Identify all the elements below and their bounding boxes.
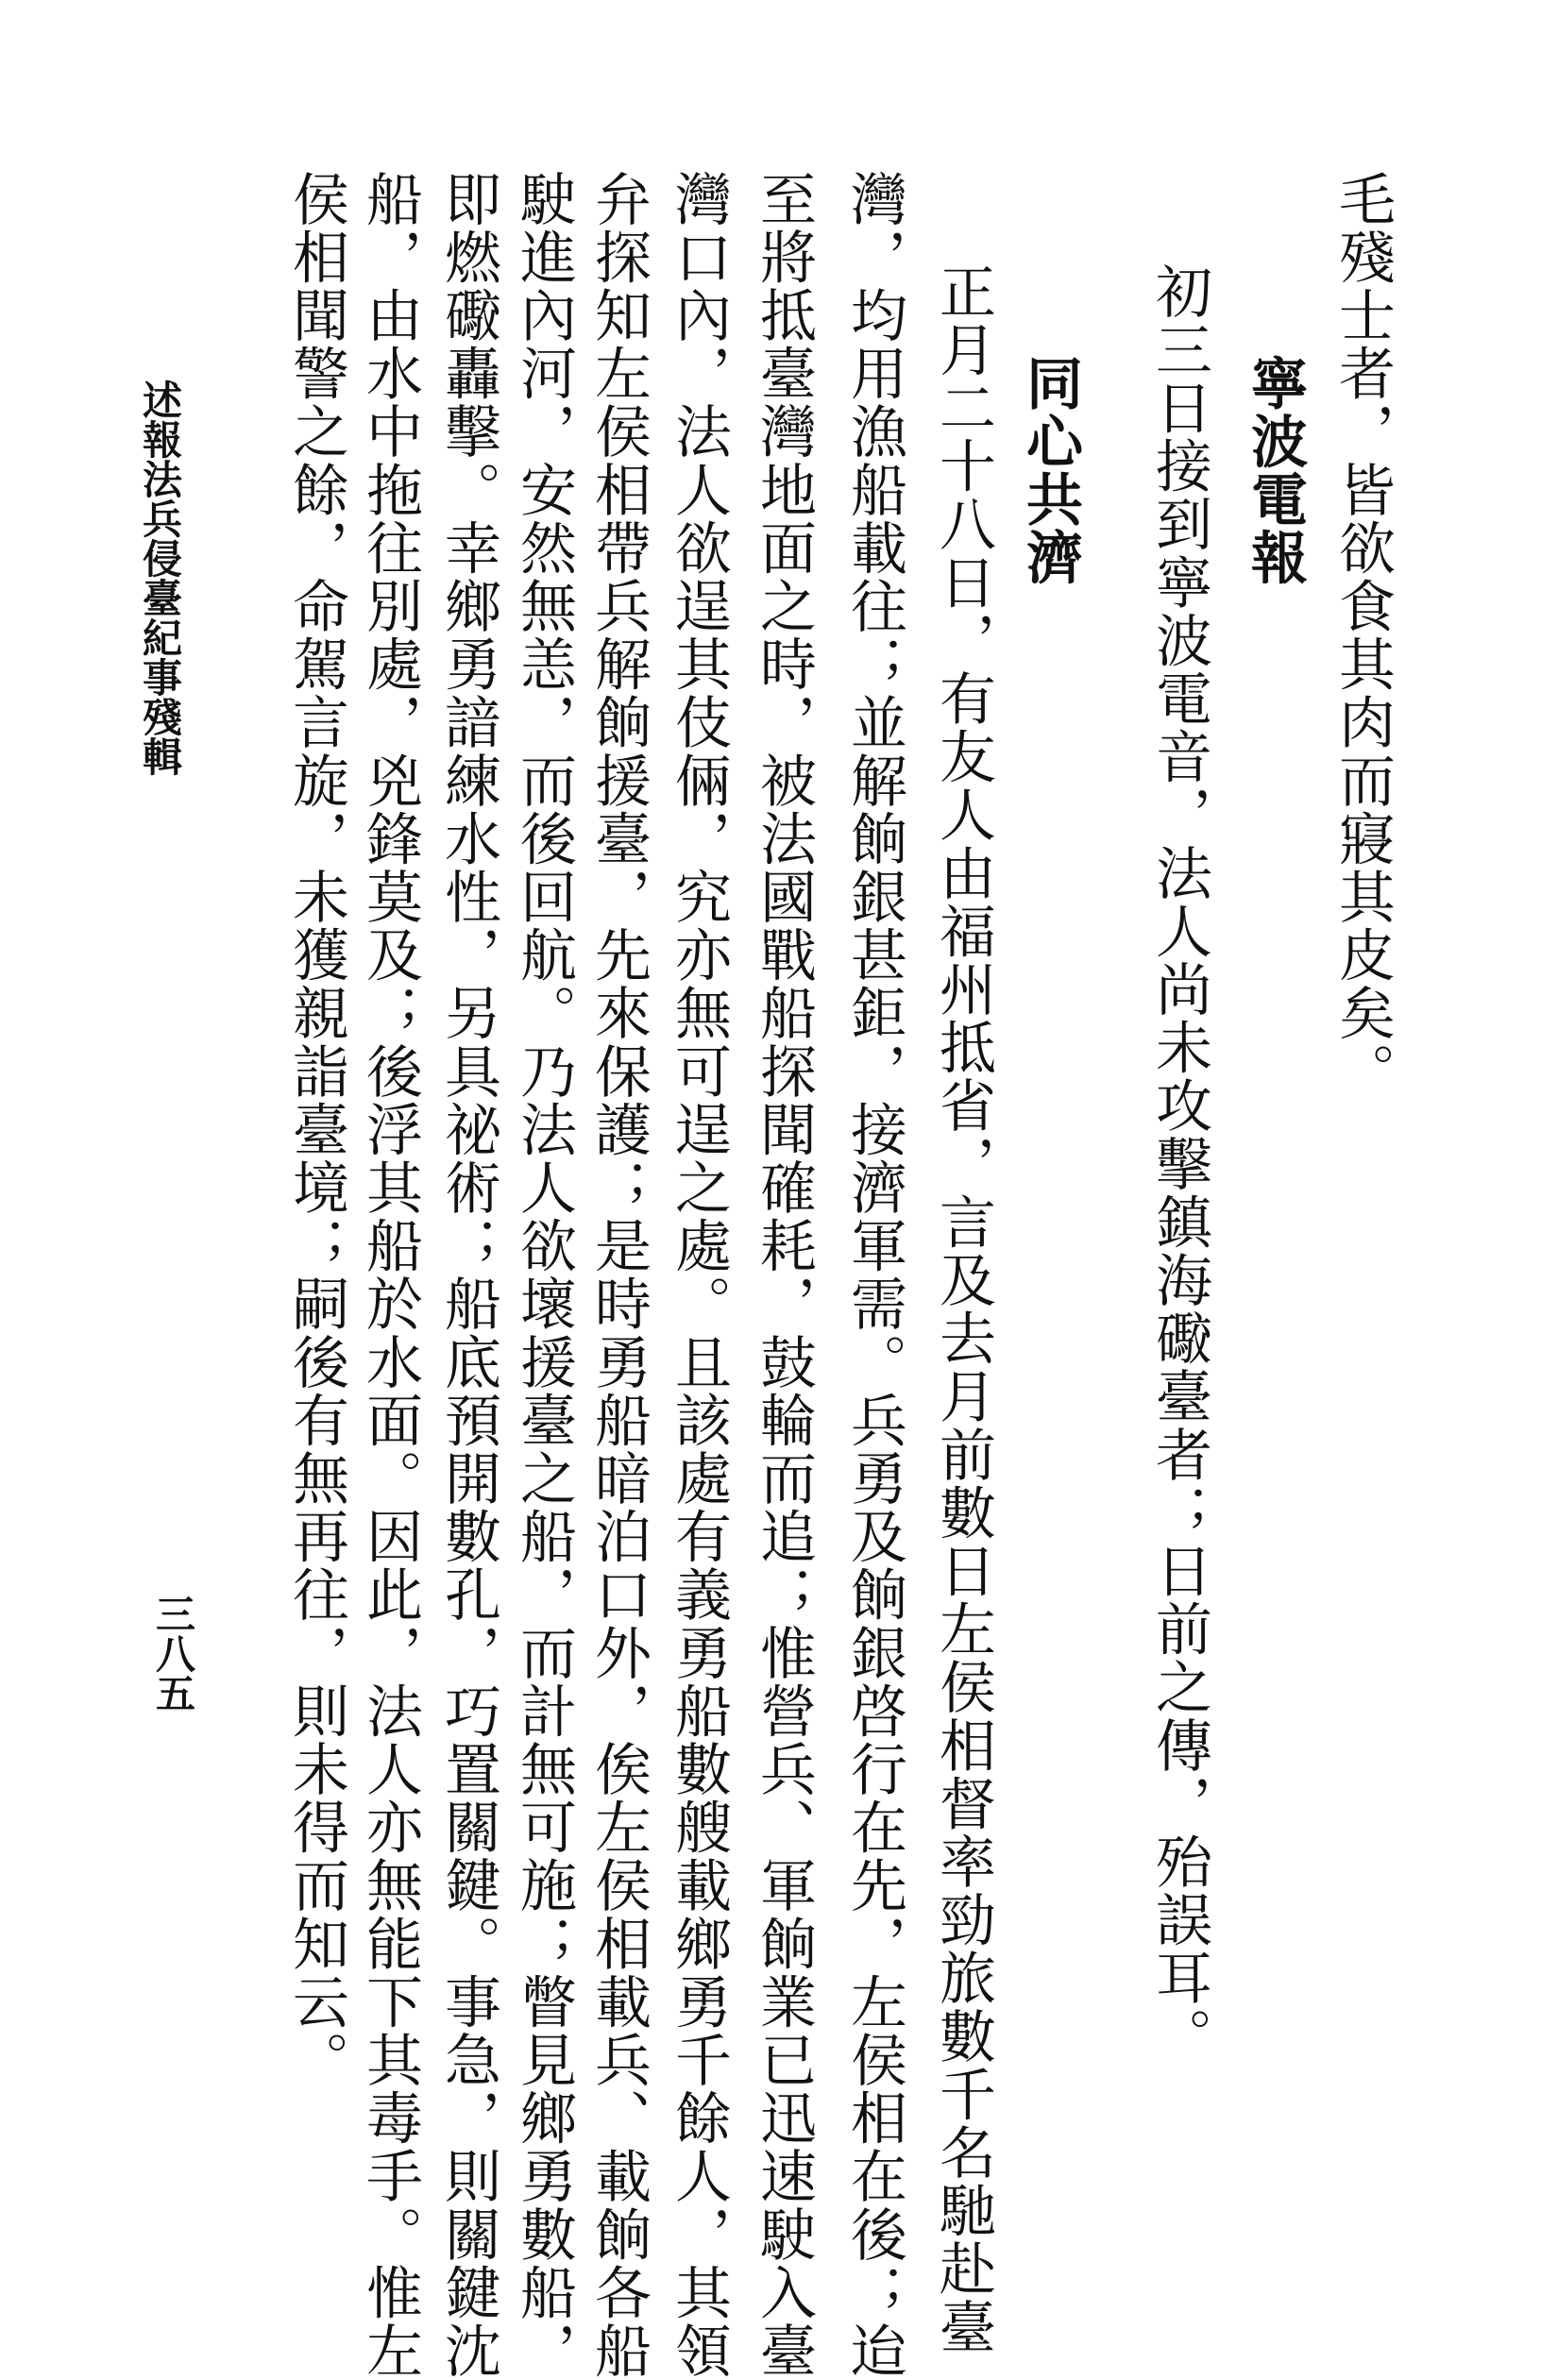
text-column-10: 駛進內河，安然無恙，而後回航。乃法人欲壞援臺之船，而計無可施；瞥見鄉勇數船， — [511, 170, 577, 2380]
text-column-5: 正月二十八日，有友人由福州抵省，言及去月前數日左侯相督率勁旅數千名馳赴臺 — [930, 262, 996, 2356]
text-column-1: 毛殘士者，皆欲食其肉而寢其皮矣。 — [1329, 170, 1396, 1101]
text-column-11: 即燃礮轟擊。幸鄉勇諳練水性，另具祕術；船底預開數孔，巧置關鍵。事急，則關鍵沈 — [435, 170, 501, 2380]
text-column-6: 灣，均用漁船載往；並解餉銀甚鉅，接濟軍需。兵勇及餉銀啓行在先，左侯相在後；迨 — [841, 170, 907, 2380]
text-column-3: 初三日接到寧波電音，法人尚未攻擊鎮海礮臺者；日前之傳，殆誤耳。 — [1146, 262, 1212, 2066]
footer-book-title: 述報法兵侵臺紀事殘輯 — [137, 380, 183, 776]
text-column-8: 灣口內，法人欲逞其伎倆，究亦無可逞之處。且該處有義勇船數艘載鄉勇千餘人，其領 — [666, 170, 732, 2380]
section-heading-ningbo-telegram: 寧波電報 — [1242, 354, 1308, 587]
text-column-7: 至將抵臺灣地面之時，被法國戰船探聞確耗，鼓輪而追；惟營兵、軍餉業已迅速駛入臺 — [751, 170, 817, 2380]
text-column-12: 船，由水中拖往別處，兇鋒莫及；後浮其船於水面。因此，法人亦無能下其毒手。惟左 — [357, 170, 423, 2380]
text-column-9: 弁探知左侯相帶兵解餉援臺，先來保護；是時勇船暗泊口外，俟左侯相載兵、載餉各船 — [585, 170, 652, 2380]
footer-page-number: 三八五 — [150, 1594, 196, 1713]
text-column-13: 侯相聞警之餘，命駕言旋，未獲親詣臺境；嗣後有無再往，則未得而知云。 — [283, 170, 349, 2089]
section-heading-tongxin-gongji: 同心共濟 — [1017, 354, 1083, 587]
